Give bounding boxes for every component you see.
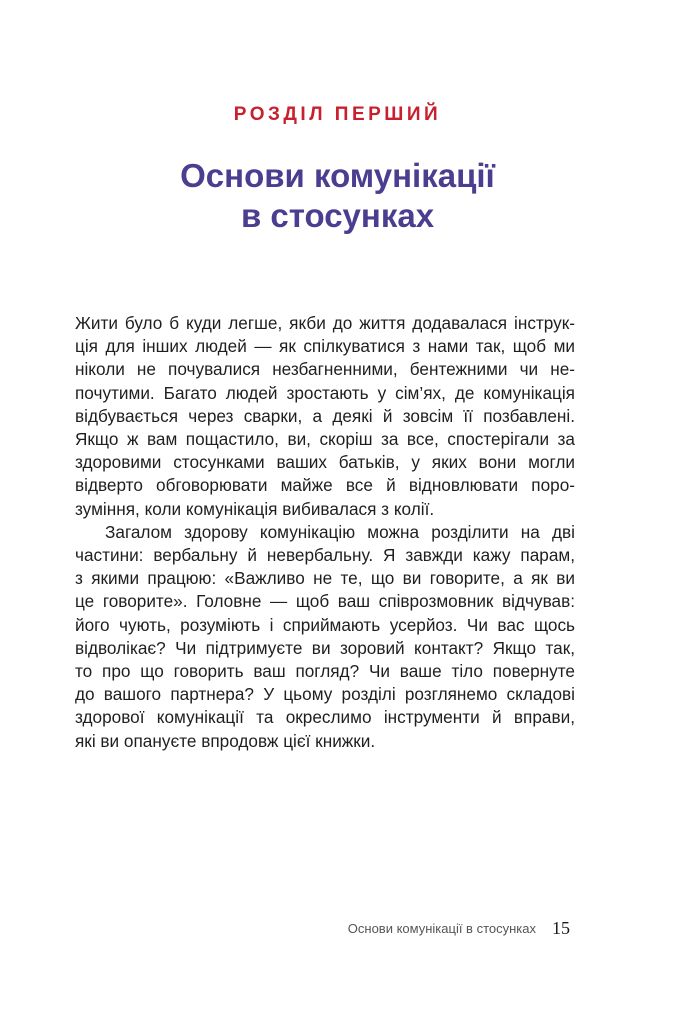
- chapter-title-line-1: Основи комунікації: [180, 157, 495, 194]
- page-number: 15: [552, 918, 570, 938]
- text-line: це говорите». Головне — щоб ваш співрозмовник відчував:: [75, 591, 575, 612]
- paragraph-2: [75, 521, 575, 753]
- chapter-title: [0, 156, 675, 236]
- text-line: Загалом здорову комунікацію можна розділити на дві: [105, 521, 575, 542]
- text-line: ніколи не почувалися незбагненними, бентежними чи не-: [75, 359, 575, 380]
- text-line: які ви опануєте впродовж цієї книжки.: [75, 730, 376, 751]
- text-line: відверто обговорювати майже все й відновлювати порo-: [75, 475, 575, 496]
- text-line: до вашого партнера? У цьому розділі розглянемо складові: [75, 684, 575, 705]
- text-line: Якщо ж вам пощастило, ви, скоріш за все, спостерігали за: [75, 429, 575, 450]
- chapter-label: РОЗДІЛ ПЕРШИЙ: [233, 104, 442, 125]
- text-line: зуміння, коли комунікація вибивалася з колії.: [75, 498, 435, 519]
- text-line: здорової комунікації та окреслимо інструменти й вправи,: [75, 707, 575, 728]
- paragraph-1: [75, 312, 575, 521]
- chapter-title-line-2: в стосунках: [240, 197, 435, 234]
- text-line: з якими працюю: «Важливо не те, що ви говорите, а як ви: [75, 568, 575, 589]
- text-line: його чують, розуміють і сприймають усерйоз. Чи вас щось: [75, 614, 575, 635]
- text-line: частини: вербальну й невербальну. Я завжди кажу парам,: [75, 545, 575, 566]
- running-footer: [0, 918, 570, 939]
- text-line: відволікає? Чи підтримуєте ви зоровий контакт? Якщо так,: [75, 637, 575, 658]
- text-line: ція для інших людей — як спілкуватися з нами так, щоб ми: [75, 336, 575, 357]
- body-text: [75, 312, 575, 753]
- text-line: Жити було б куди легше, якби до життя додавалася інструк-: [75, 313, 575, 333]
- text-line: почутими. Багато людей зростають у сім’ях, де комунікація: [75, 382, 575, 403]
- text-line: здоровими стосунками ваших батьків, у яких вони могли: [75, 452, 575, 473]
- text-line: то про що говорить ваш погляд? Чи ваше тіло повернуте: [75, 661, 575, 682]
- text-line: відбувається через сварки, а деякі й зовсім її позбавлені.: [75, 405, 575, 426]
- running-title: Основи комунікації в стосунках: [347, 921, 536, 936]
